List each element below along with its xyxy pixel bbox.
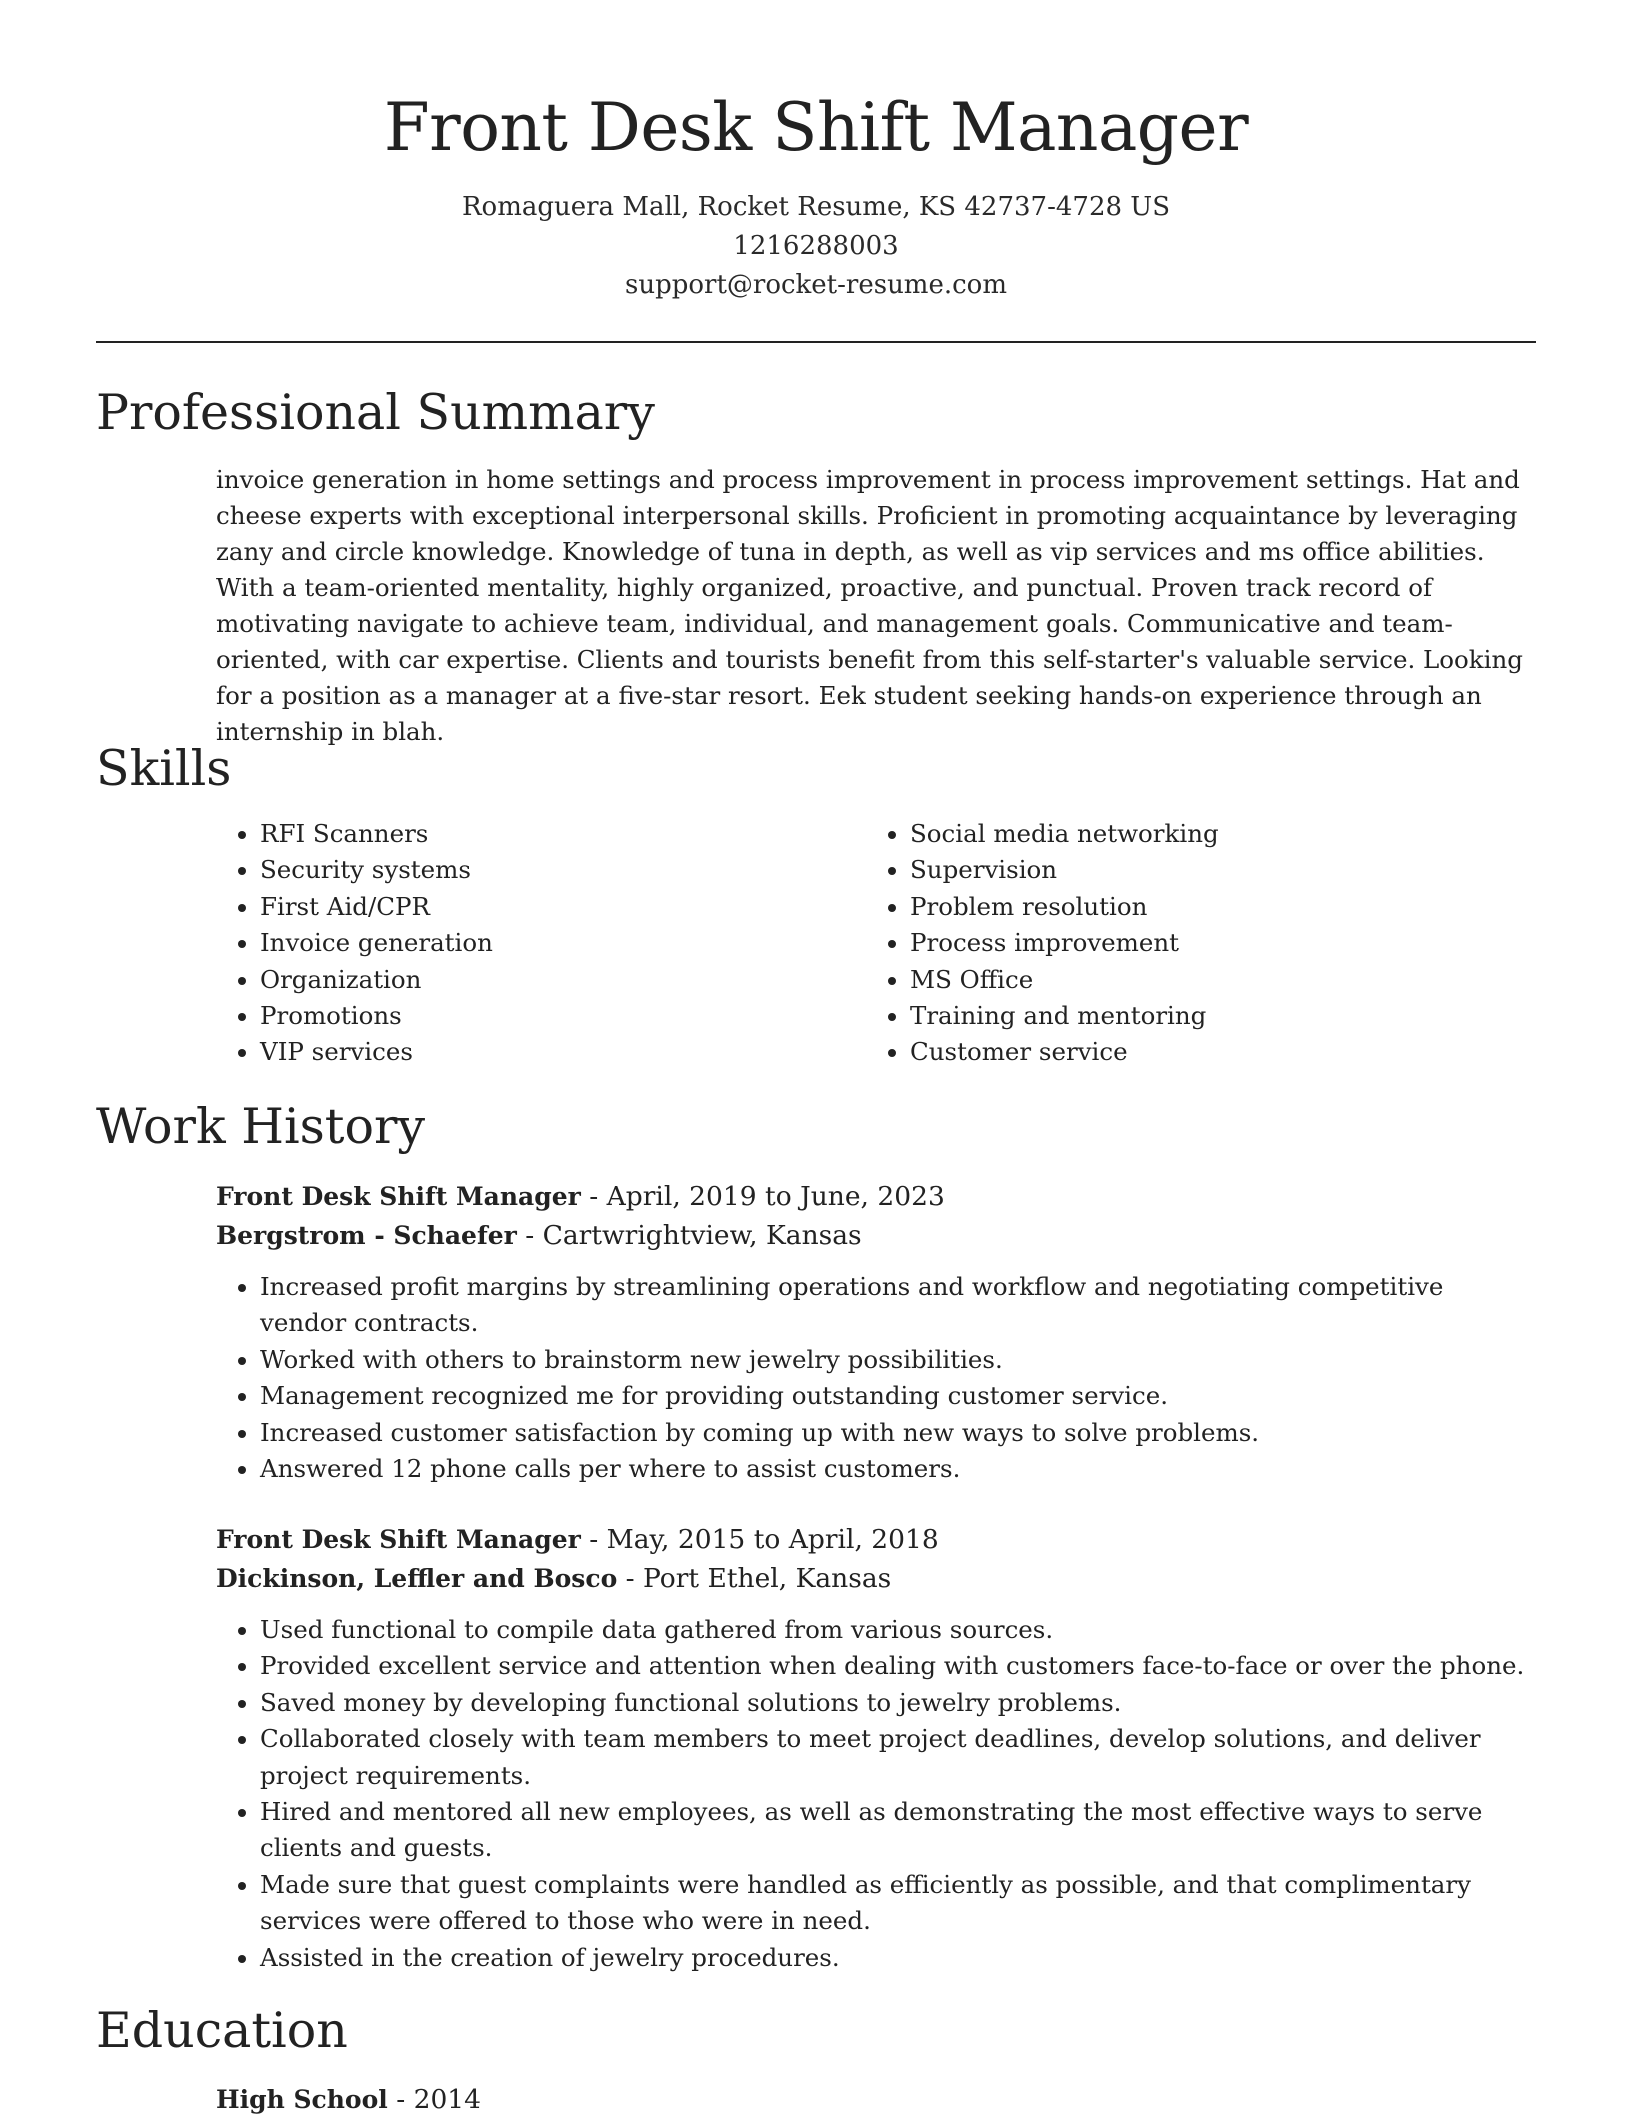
skills-heading: Skills: [96, 740, 232, 797]
address-text: Romaguera Mall, Rocket Resume, KS 42737-4728 US: [461, 192, 1171, 222]
job-title-line: [216, 1520, 1536, 1559]
skills-column-left: [216, 816, 816, 1071]
job-bullets: [216, 1612, 1536, 1976]
skill-item: • VIP services: [260, 1034, 816, 1070]
skill-item: • Training and mentoring: [910, 998, 1536, 1034]
skills-column-right: [866, 816, 1536, 1071]
job-title-line: [216, 1177, 1536, 1216]
job-bullet: • Hired and mentored all new employees, as well as demonstrating the most effective ways to serve clients and guests.: [260, 1794, 1536, 1867]
job-bullet: • Collaborated closely with team members to meet project deadlines, develop solutions, and deliver project requirements.: [260, 1721, 1536, 1794]
job-bullet: • Increased profit margins by streamlining operations and workflow and negotiating competitive vendor contracts.: [260, 1269, 1536, 1342]
job-bullet: • Made sure that guest complaints were handled as efficiently as possible, and that complimentary services were offered to those who were in need.: [260, 1867, 1536, 1940]
job-dates: - April, 2019 to June, 2023: [580, 1181, 945, 1212]
job-bullet: • Management recognized me for providing outstanding customer service.: [260, 1378, 1536, 1414]
education-degree: High School: [216, 2085, 388, 2114]
job-bullet: • Increased customer satisfaction by coming up with new ways to solve problems.: [260, 1415, 1536, 1451]
job-company-line: [216, 1216, 1536, 1255]
job-bullet: • Worked with others to brainstorm new jewelry possibilities.: [260, 1342, 1536, 1378]
skill-item: • Organization: [260, 962, 816, 998]
contact-info: [96, 188, 1536, 305]
skill-item: • Security systems: [260, 852, 816, 888]
work-history-heading: Work History: [96, 1098, 426, 1155]
job-bullets: [216, 1269, 1536, 1487]
skill-item: • Social media networking: [910, 816, 1536, 852]
education-entry: [216, 2080, 481, 2119]
job-company: Dickinson, Leffler and Bosco: [216, 1564, 618, 1593]
job-dates: - May, 2015 to April, 2018: [580, 1524, 939, 1555]
skill-item: • Promotions: [260, 998, 816, 1034]
skill-item: • First Aid/CPR: [260, 889, 816, 925]
candidate-name: Front Desk Shift Manager: [383, 89, 1249, 166]
resume-header: [96, 82, 1536, 305]
summary-text: invoice generation in home settings and process improvement in process improvement settings. Hat and cheese experts with exceptional interpersonal skills. Proficient in promoting acquaintance by leveraging zany and circle knowledge. Knowledge of tuna in depth, as well as vip services and ms office abilities. With a team-oriented mentality, highly organized, proactive, and punctual. Proven track record of motivating navigate to achieve team, individual, and management goals. Communicative and team-oriented, with car expertise. Clients and tourists benefit from this self-starter's valuable service. Looking for a position as a manager at a five-star resort. Eek student seeking hands-on experience through an internship in blah.: [216, 465, 1523, 746]
job-company-line: [216, 1559, 1536, 1598]
job-bullet: • Assisted in the creation of jewelry procedures.: [260, 1940, 1536, 1976]
job-role: Front Desk Shift Manager: [216, 1525, 581, 1554]
job-bullet: • Provided excellent service and attention when dealing with customers face-to-face or over the phone.: [260, 1648, 1536, 1684]
skill-item: • Customer service: [910, 1034, 1536, 1070]
skills-list-left: [216, 816, 816, 1071]
skill-item: • Problem resolution: [910, 889, 1536, 925]
job-entry: [216, 1520, 1536, 1976]
skill-item: • Supervision: [910, 852, 1536, 888]
header-divider: [96, 341, 1536, 343]
job-company: Bergstrom - Schaefer: [216, 1221, 517, 1250]
job-role: Front Desk Shift Manager: [216, 1182, 581, 1211]
job-location: - Port Ethel, Kansas: [617, 1563, 892, 1594]
job-bullet: • Answered 12 phone calls per where to assist customers.: [260, 1451, 1536, 1487]
skill-item: • MS Office: [910, 962, 1536, 998]
job-bullet: • Used functional to compile data gathered from various sources.: [260, 1612, 1536, 1648]
job-location: - Cartwrightview, Kansas: [516, 1220, 862, 1251]
education-year: - 2014: [387, 2084, 482, 2115]
email-text: support@rocket-resume.com: [624, 270, 1007, 300]
skill-item: • RFI Scanners: [260, 816, 816, 852]
phone-text: 1216288003: [733, 231, 899, 261]
job-entry: [216, 1177, 1536, 1487]
skills-list-right: [866, 816, 1536, 1071]
skill-item: • Invoice generation: [260, 925, 816, 961]
skill-item: • Process improvement: [910, 925, 1536, 961]
summary-heading: Professional Summary: [96, 384, 655, 441]
education-heading: Education: [96, 2002, 348, 2059]
job-bullet: • Saved money by developing functional solutions to jewelry problems.: [260, 1685, 1536, 1721]
